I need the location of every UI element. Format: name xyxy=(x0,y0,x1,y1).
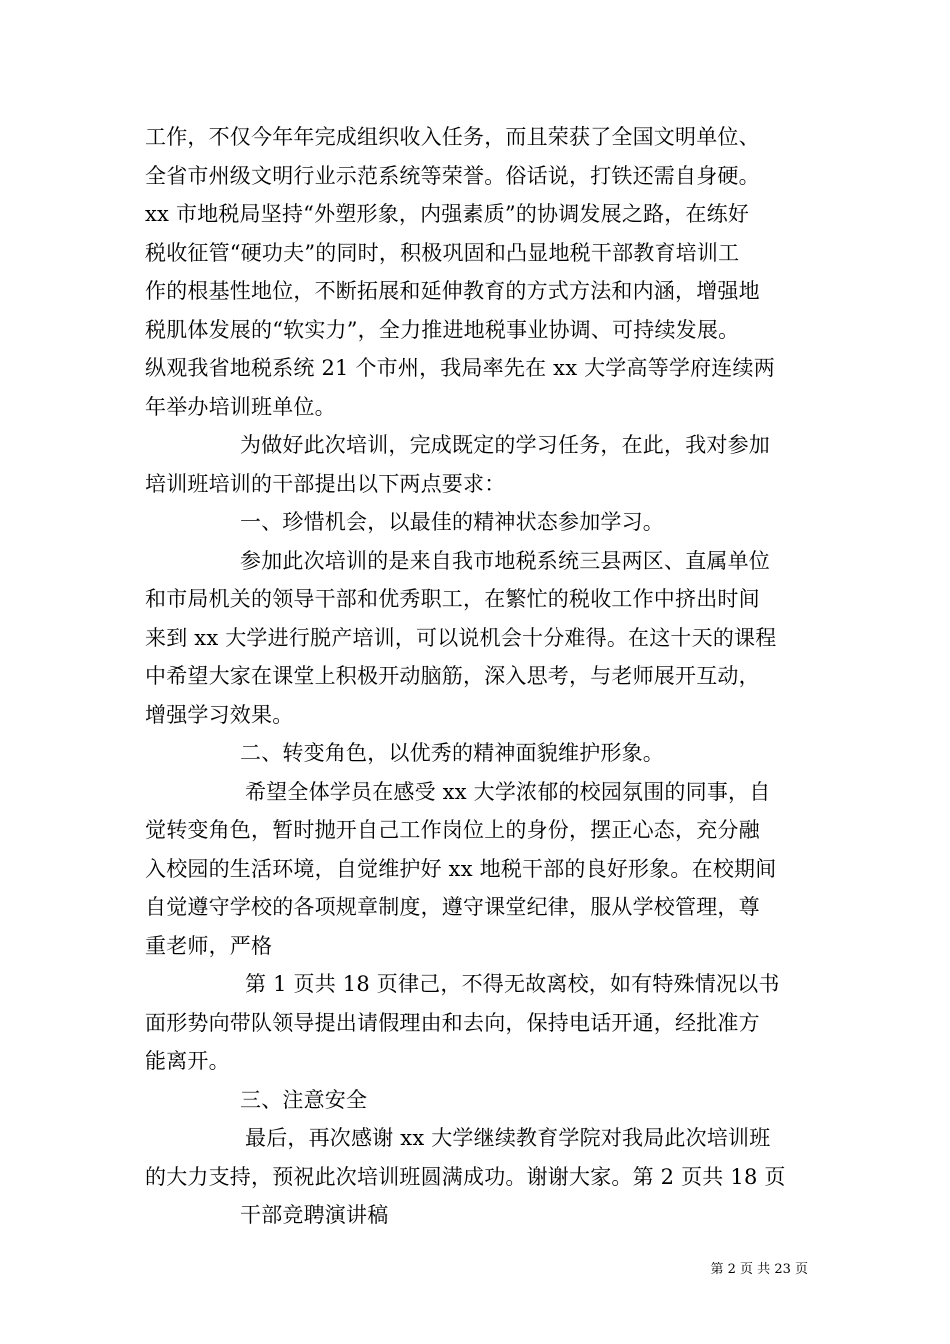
text-line: 增强学习效果。 xyxy=(145,702,294,727)
text-line: 入校园的生活环境，自觉维护好 xx 地税干部的良好形象。在校期间 xyxy=(145,856,777,881)
text-line: 中希望大家在课堂上积极开动脑筋，深入思考，与老师展开互动， xyxy=(145,664,760,688)
text-line: 的大力支持，预祝此次培训班圆满成功。谢谢大家。第 2 页共 18 页 xyxy=(145,1164,786,1189)
text-line: 面形势向带队领导提出请假理由和去向，保持电话开通，经批准方 xyxy=(145,1010,760,1035)
text-line: 纵观我省地税系统 21 个市州，我局率先在 xx 大学高等学府连续两 xyxy=(145,356,775,380)
text-line: 税收征管“硬功夫”的同时，积极巩固和凸显地税干部教育培训工 xyxy=(145,240,740,265)
text-line: 年举办培训班单位。 xyxy=(145,394,336,419)
text-line: 自觉遵守学校的各项规章制度，遵守课堂纪律，服从学校管理，尊 xyxy=(145,895,760,919)
text-line: 为做好此次培训，完成既定的学习任务，在此，我对参加 xyxy=(240,433,770,457)
text-line: 参加此次培训的是来自我市地税系统三县两区、直属单位 xyxy=(240,548,770,573)
text-line: 第 1 页共 18 页律己，不得无故离校，如有特殊情况以书 xyxy=(245,972,780,996)
text-line: 作的根基性地位，不断拓展和延伸教育的方式方法和内涵，增强地 xyxy=(145,279,760,303)
section-heading: 一、珍惜机会，以最佳的精神状态参加学习。 xyxy=(240,510,664,534)
text-line: 能离开。 xyxy=(145,1049,230,1073)
text-line: 工作，不仅今年年完成组织收入任务，而且荣获了全国文明单位、 xyxy=(145,125,760,149)
text-line: 培训班培训的干部提出以下两点要求： xyxy=(145,471,506,496)
section-heading: 三、注意安全 xyxy=(240,1087,368,1112)
text-line: 税肌体发展的“软实力”，全力推进地税事业协调、可持续发展。 xyxy=(145,317,740,342)
text-line: 希望全体学员在感受 xx 大学浓郁的校园氛围的同事，自 xyxy=(245,779,771,804)
text-line: 全省市州级文明行业示范系统等荣誉。俗话说，打铁还需自身硬。 xyxy=(145,163,760,188)
text-line: 和市局机关的领导干部和优秀职工，在繁忙的税收工作中挤出时间 xyxy=(145,587,760,611)
text-line: 重老师，严格 xyxy=(145,933,273,958)
text-line: xx 市地税局坚持“外塑形象，内强素质”的协调发展之路，在练好 xyxy=(145,202,750,226)
text-line: 来到 xx 大学进行脱产培训，可以说机会十分难得。在这十天的课程 xyxy=(145,625,777,650)
text-line: 觉转变角色，暂时抛开自己工作岗位上的身份，摆正心态，充分融 xyxy=(145,818,760,842)
section-heading: 二、转变角色，以优秀的精神面貌维护形象。 xyxy=(240,741,664,765)
document-body xyxy=(145,118,825,1235)
document-title-line: 干部竞聘演讲稿 xyxy=(240,1203,389,1227)
text-line: 最后，再次感谢 xx 大学继续教育学院对我局此次培训班 xyxy=(245,1126,771,1150)
page-number-footer: 第 2 页 共 23 页 xyxy=(710,1262,808,1277)
